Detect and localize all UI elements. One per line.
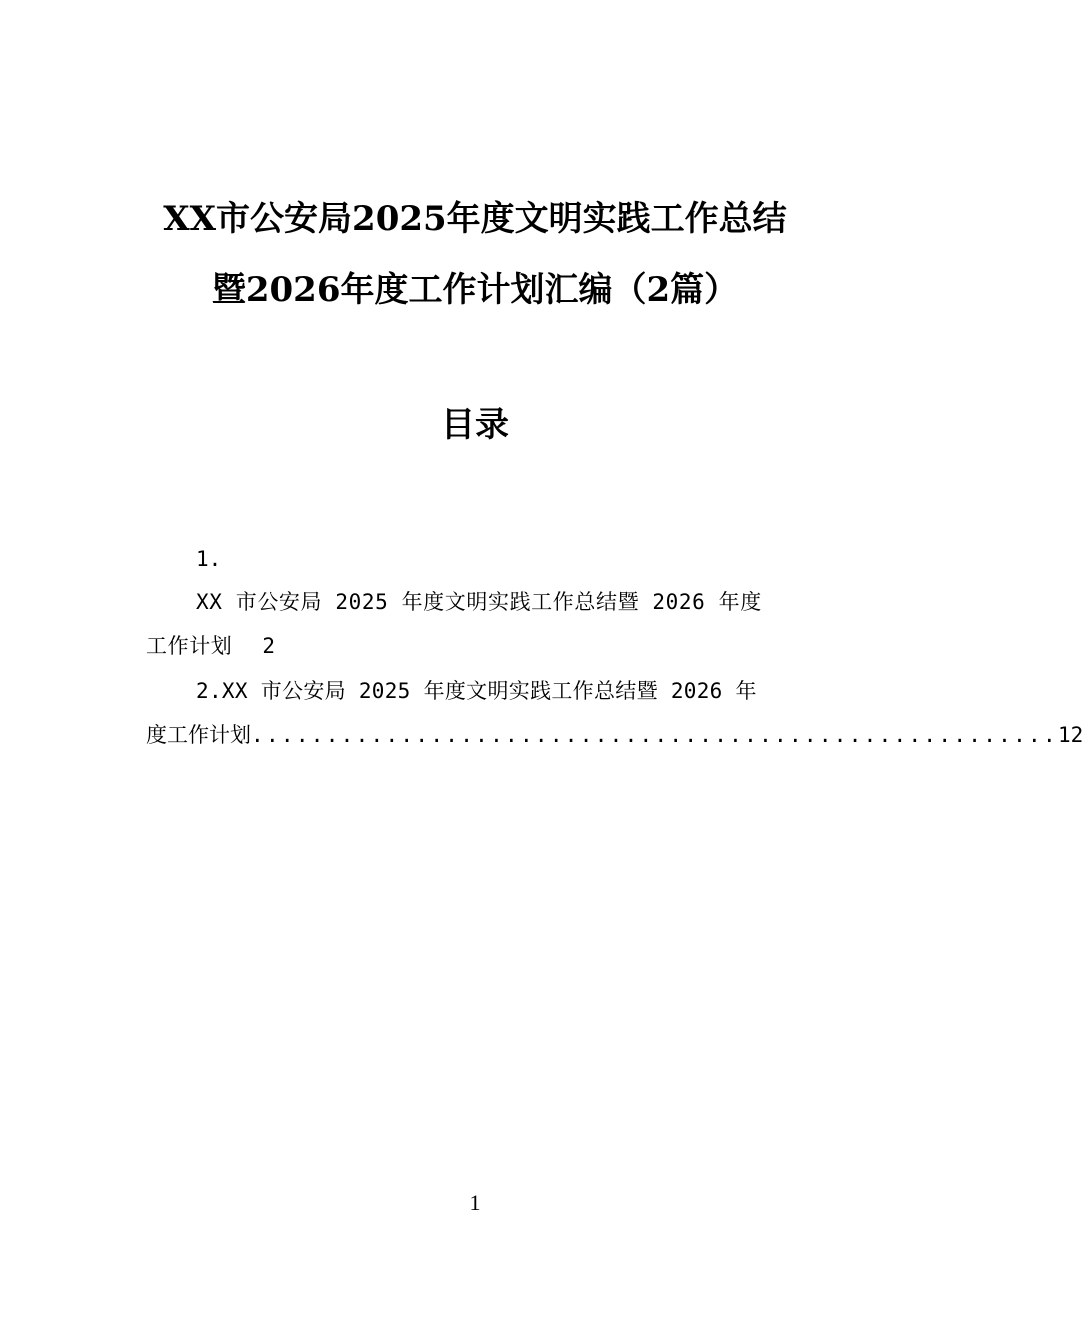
toc-entry-1-page-number[interactable]: 2 [262, 634, 276, 658]
document-title-line-2: 暨2026年度工作计划汇编（2篇） [211, 270, 739, 310]
document-title-line-1: XX市公安局2025年度文明实践工作总结 [163, 199, 787, 239]
toc-entry-1-number[interactable]: 1. [196, 547, 222, 571]
toc-entry-2-title-continued[interactable] [146, 721, 1083, 749]
toc-entry-1-title[interactable]: XX 市公安局 2025 年度文明实践工作总结暨 2026 年度 [196, 590, 762, 614]
toc-entry-2-title-end[interactable]: 度工作计划 [146, 723, 251, 747]
toc-entry-1-title-end[interactable]: 工作计划 [146, 634, 233, 658]
toc-entry-2-page-number[interactable]: 12 [1057, 723, 1083, 747]
toc-heading: 目录 [441, 405, 509, 445]
toc-entry-1-title-continued[interactable] [146, 632, 276, 660]
toc-entry-2-title[interactable]: 2.XX 市公安局 2025 年度文明实践工作总结暨 2026 年 [196, 679, 757, 703]
footer-page-number: 1 [469, 1190, 481, 1215]
toc-entry-2-dot-leader: ...................................................... [251, 723, 1058, 747]
